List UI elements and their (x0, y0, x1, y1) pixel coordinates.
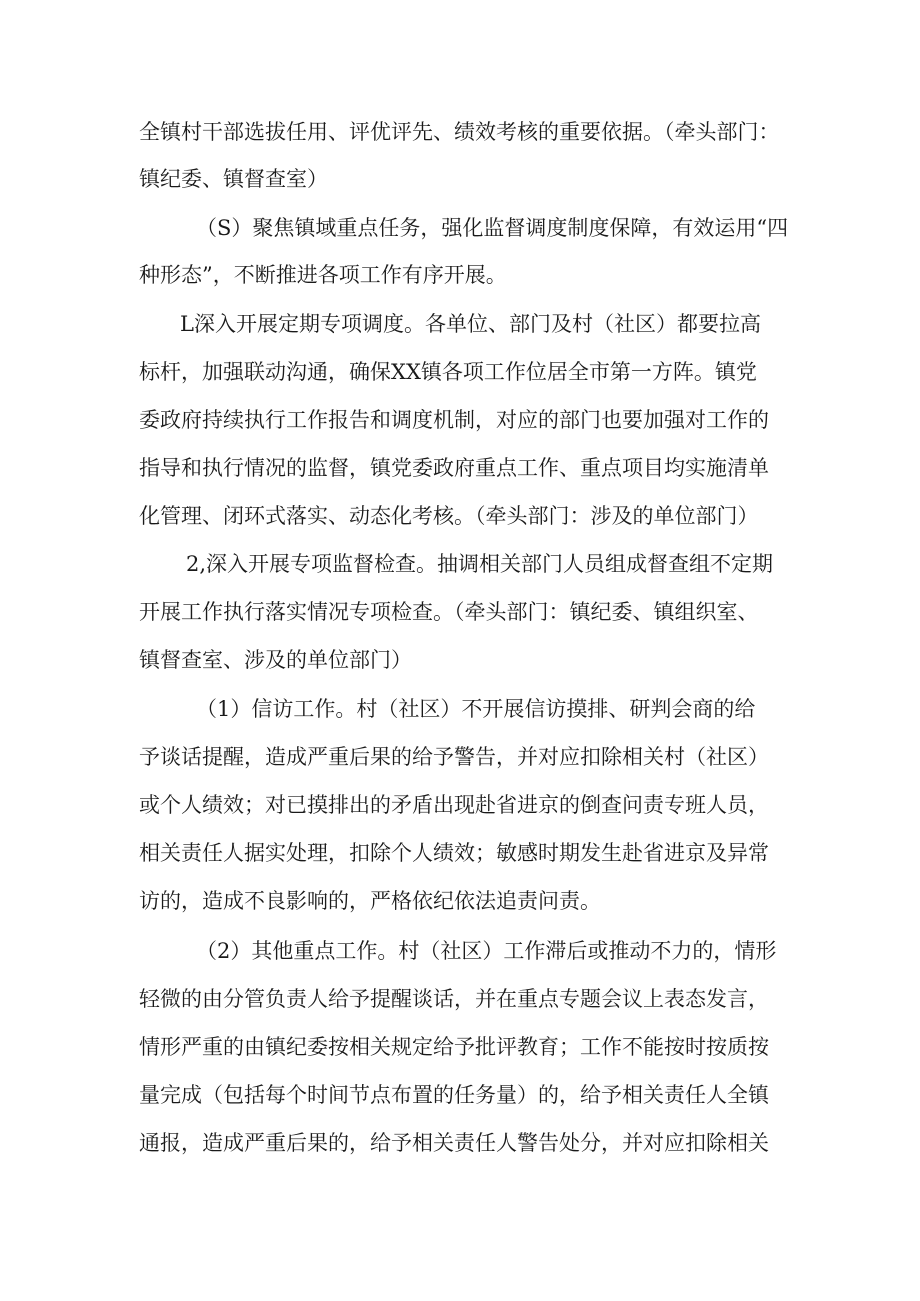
text-line: 情形严重的由镇纪委按相关规定给予批评教育；工作不能按时按质按 (139, 1035, 769, 1059)
text-line: 委政府持续执行工作报告和调度机制，对应的部门也要加强对工作的 (139, 408, 769, 432)
text-line: 镇督查室、涉及的单位部门） (139, 648, 412, 672)
text-line: 轻微的由分管负责人给予提醒谈话，并在重点专题会议上表态发言， (139, 987, 769, 1011)
text-line: 访的，造成不良影响的，严格依纪依法追责问责。 (139, 889, 601, 913)
text-line: 镇纪委、镇督查室） (139, 167, 328, 191)
text-line: 相关责任人据实处理，扣除个人绩效；敏感时期发生赴省进京及异常 (139, 841, 769, 865)
text-line: 量完成（包括每个时间节点布置的任务量）的，给予相关责任人全镇 (139, 1083, 769, 1107)
text-line: 化管理、闭环式落实、动态化考核。（牵头部门：涉及的单位部门） (139, 504, 759, 528)
text-line: （1）信访工作。村（社区）不开展信访摸排、研判会商的给 (196, 697, 756, 721)
text-line: 开展工作执行落实情况专项检查。（牵头部门：镇纪委、镇组织室、 (139, 600, 759, 624)
text-line: （S）聚焦镇域重点任务，强化监督调度制度保障，有效运用“四 (196, 216, 789, 240)
text-line: 通报，造成严重后果的，给予相关责任人警告处分，并对应扣除相关 (139, 1131, 769, 1155)
text-line: 予谈话提醒，造成严重后果的给予警告，并对应扣除相关村（社区） (139, 745, 769, 769)
text-line: 种形态”，不断推进各项工作有序开展。 (139, 263, 507, 287)
text-line: 标杆，加强联动沟通，确保XX镇各项工作位居全市第一方阵。镇党 (139, 360, 757, 384)
text-line: 2,深入开展专项监督检查。抽调相关部门人员组成督查组不定期 (186, 552, 774, 576)
text-line: 或个人绩效；对已摸排出的矛盾出现赴省进京的倒查问责专班人员， (139, 793, 769, 817)
text-line: （2）其他重点工作。村（社区）工作滞后或推动不力的，情形 (196, 939, 777, 963)
text-line: 全镇村干部选拔任用、评优评先、绩效考核的重要依据。（牵头部门： (139, 120, 780, 144)
text-line: L深入开展定期专项调度。各单位、部门及村（社区）都要拉高 (180, 312, 761, 336)
text-line: 指导和执行情况的监督，镇党委政府重点工作、重点项目均实施清单 (139, 456, 769, 480)
